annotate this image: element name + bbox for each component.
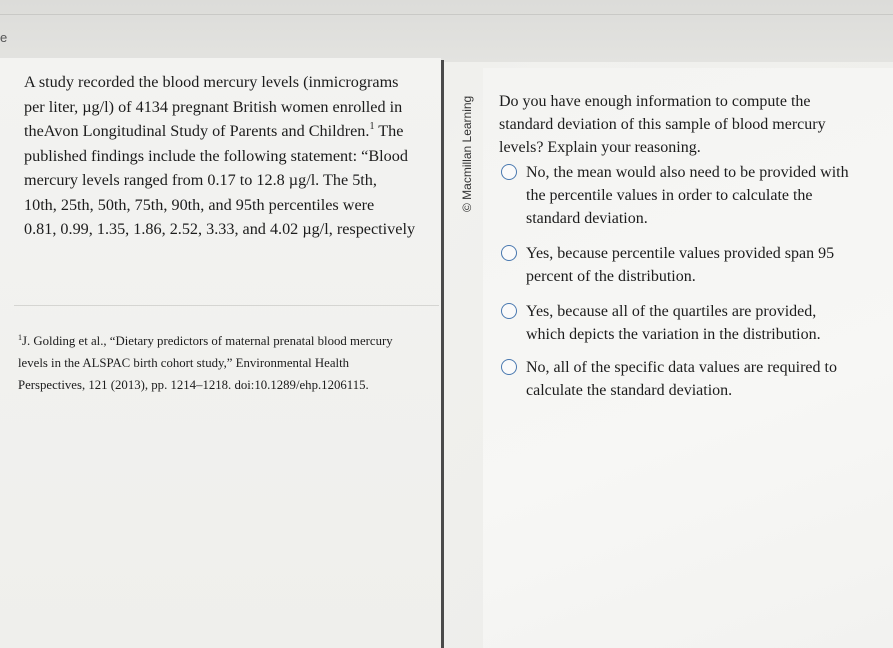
copyright-label: © Macmillan Learning [460,95,474,212]
answer-option-4[interactable] [501,356,871,402]
question-line: standard deviation of this sample of blood mercury [499,116,826,133]
passage-line: per liter, µg/l) of 4134 pregnant British women enrolled in [24,97,403,116]
option-line: No, the mean would also need to be provided with [526,164,849,181]
answer-option-label [526,161,849,230]
question-line: levels? Explain your reasoning. [499,139,701,156]
answer-option-label [526,242,834,288]
passage-line: The [374,122,404,140]
page-top-strip [0,0,893,62]
footnote-text [18,330,433,396]
footnote-marker: 1 [18,333,22,342]
cropped-edge-text: e [0,30,8,45]
passage-line: A study recorded the blood mercury levels (inmicrograms [24,73,399,91]
passage-line: published findings include the following statement: “Blood [24,146,408,165]
answer-option-2[interactable] [501,242,871,288]
passage-line: 10th, 25th, 50th, 75th, 90th, and 95th percentiles were [24,195,375,214]
option-line: which depicts the variation in the distribution. [526,326,821,343]
option-line: Yes, because percentile values provided span 95 [526,245,835,262]
passage-line: theAvon Longitudinal Study of Parents and Children. [24,122,370,140]
option-line: percent of the distribution. [526,268,696,285]
radio-button[interactable] [501,359,517,375]
footnote-line: J. Golding et al., “Dietary predictors of maternal prenatal blood mercury [22,334,393,348]
answer-option-label [526,300,821,346]
passage-text [24,70,434,242]
question-line: Do you have enough information to compute the [499,93,811,110]
footnote-line: Perspectives, 121 (2013), pp. 1214–1218. doi:10.1289/ehp.1206115. [18,378,369,392]
option-line: calculate the standard deviation. [526,382,733,399]
option-line: Yes, because all of the quartiles are provided, [526,303,817,320]
question-prompt [499,90,869,159]
footnote-ref: 1 [369,121,375,132]
footnote-divider [14,305,439,306]
option-line: the percentile values in order to calculate the [526,187,813,204]
option-line: standard deviation. [526,210,648,227]
panel-divider [441,60,444,648]
option-line: No, all of the specific data values are required to [526,359,837,376]
top-divider [0,14,893,15]
answer-option-1[interactable] [501,161,879,230]
passage-line: 0.81, 0.99, 1.35, 1.86, 2.52, 3.33, and 4.02 µg/l, respectively [24,220,416,238]
answer-option-3[interactable] [501,300,871,346]
answer-option-label [526,356,837,402]
radio-button[interactable] [501,245,517,261]
radio-button[interactable] [501,303,517,319]
radio-button[interactable] [501,164,517,180]
passage-line: mercury levels ranged from 0.17 to 12.8 µg/l. The 5th, [24,171,377,189]
footnote-line: levels in the ALSPAC birth cohort study,” Environmental Health [18,356,350,370]
